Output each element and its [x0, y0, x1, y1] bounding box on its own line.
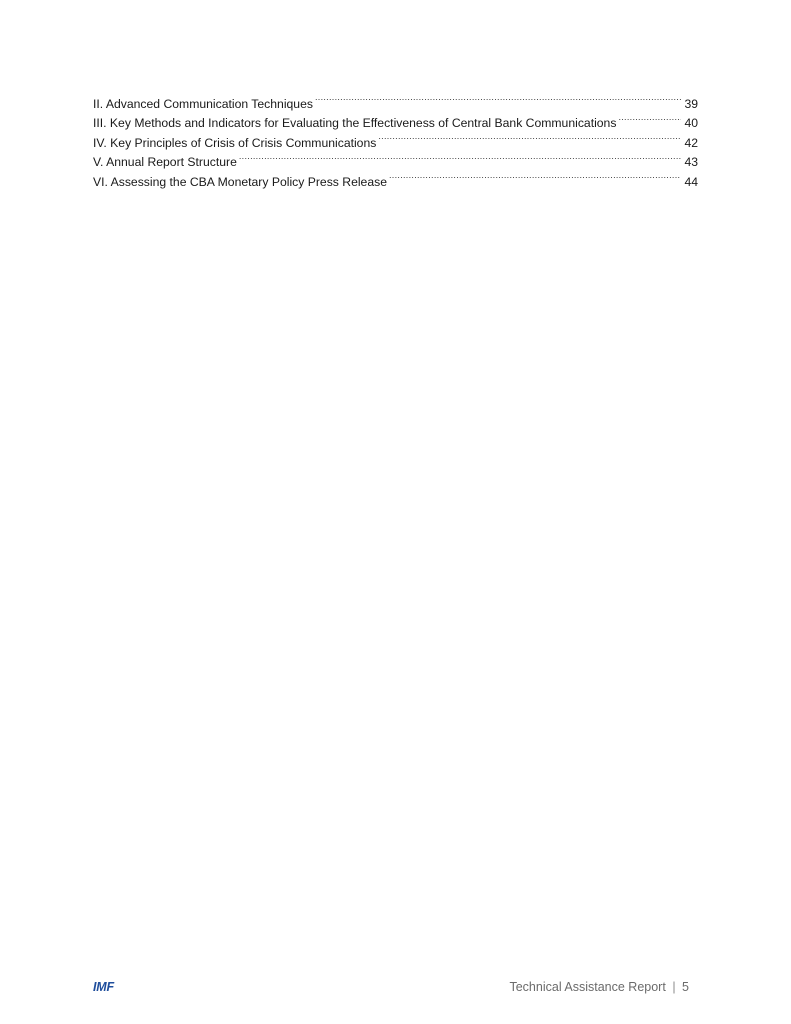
- footer-separator: |: [672, 980, 676, 994]
- toc-entry[interactable]: [93, 88, 698, 111]
- toc-entry-title[interactable]: III. Key Methods and Indicators for Evaluating the Effectiveness of Central Bank Communications: [93, 116, 617, 130]
- toc-entry-title[interactable]: IV. Key Principles of Crisis of Crisis Communications: [93, 135, 377, 150]
- toc-entry-title[interactable]: II. Advanced Communication Techniques: [93, 96, 313, 111]
- report-label: Technical Assistance Report: [509, 980, 666, 994]
- toc-leader-dots: [315, 88, 681, 108]
- table-of-contents: [93, 88, 698, 189]
- page-number: 5: [682, 980, 689, 994]
- toc-entry-page[interactable]: 44: [684, 174, 698, 189]
- imf-logo: IMF: [93, 980, 114, 994]
- toc-entry-page[interactable]: 39: [684, 96, 698, 111]
- toc-entry-page[interactable]: 42: [684, 135, 698, 150]
- toc-leader-dots: [389, 166, 681, 186]
- toc-leader-dots: [378, 127, 681, 147]
- toc-entry-title[interactable]: VI. Assessing the CBA Monetary Policy Press Release: [93, 174, 387, 189]
- toc-entry-page[interactable]: 43: [684, 155, 698, 169]
- toc-entry-page[interactable]: 40: [684, 116, 698, 130]
- toc-entry-title[interactable]: V. Annual Report Structure: [93, 155, 237, 169]
- toc-leader-dots: [618, 108, 681, 128]
- page-footer: [509, 980, 689, 994]
- toc-leader-dots: [239, 147, 681, 167]
